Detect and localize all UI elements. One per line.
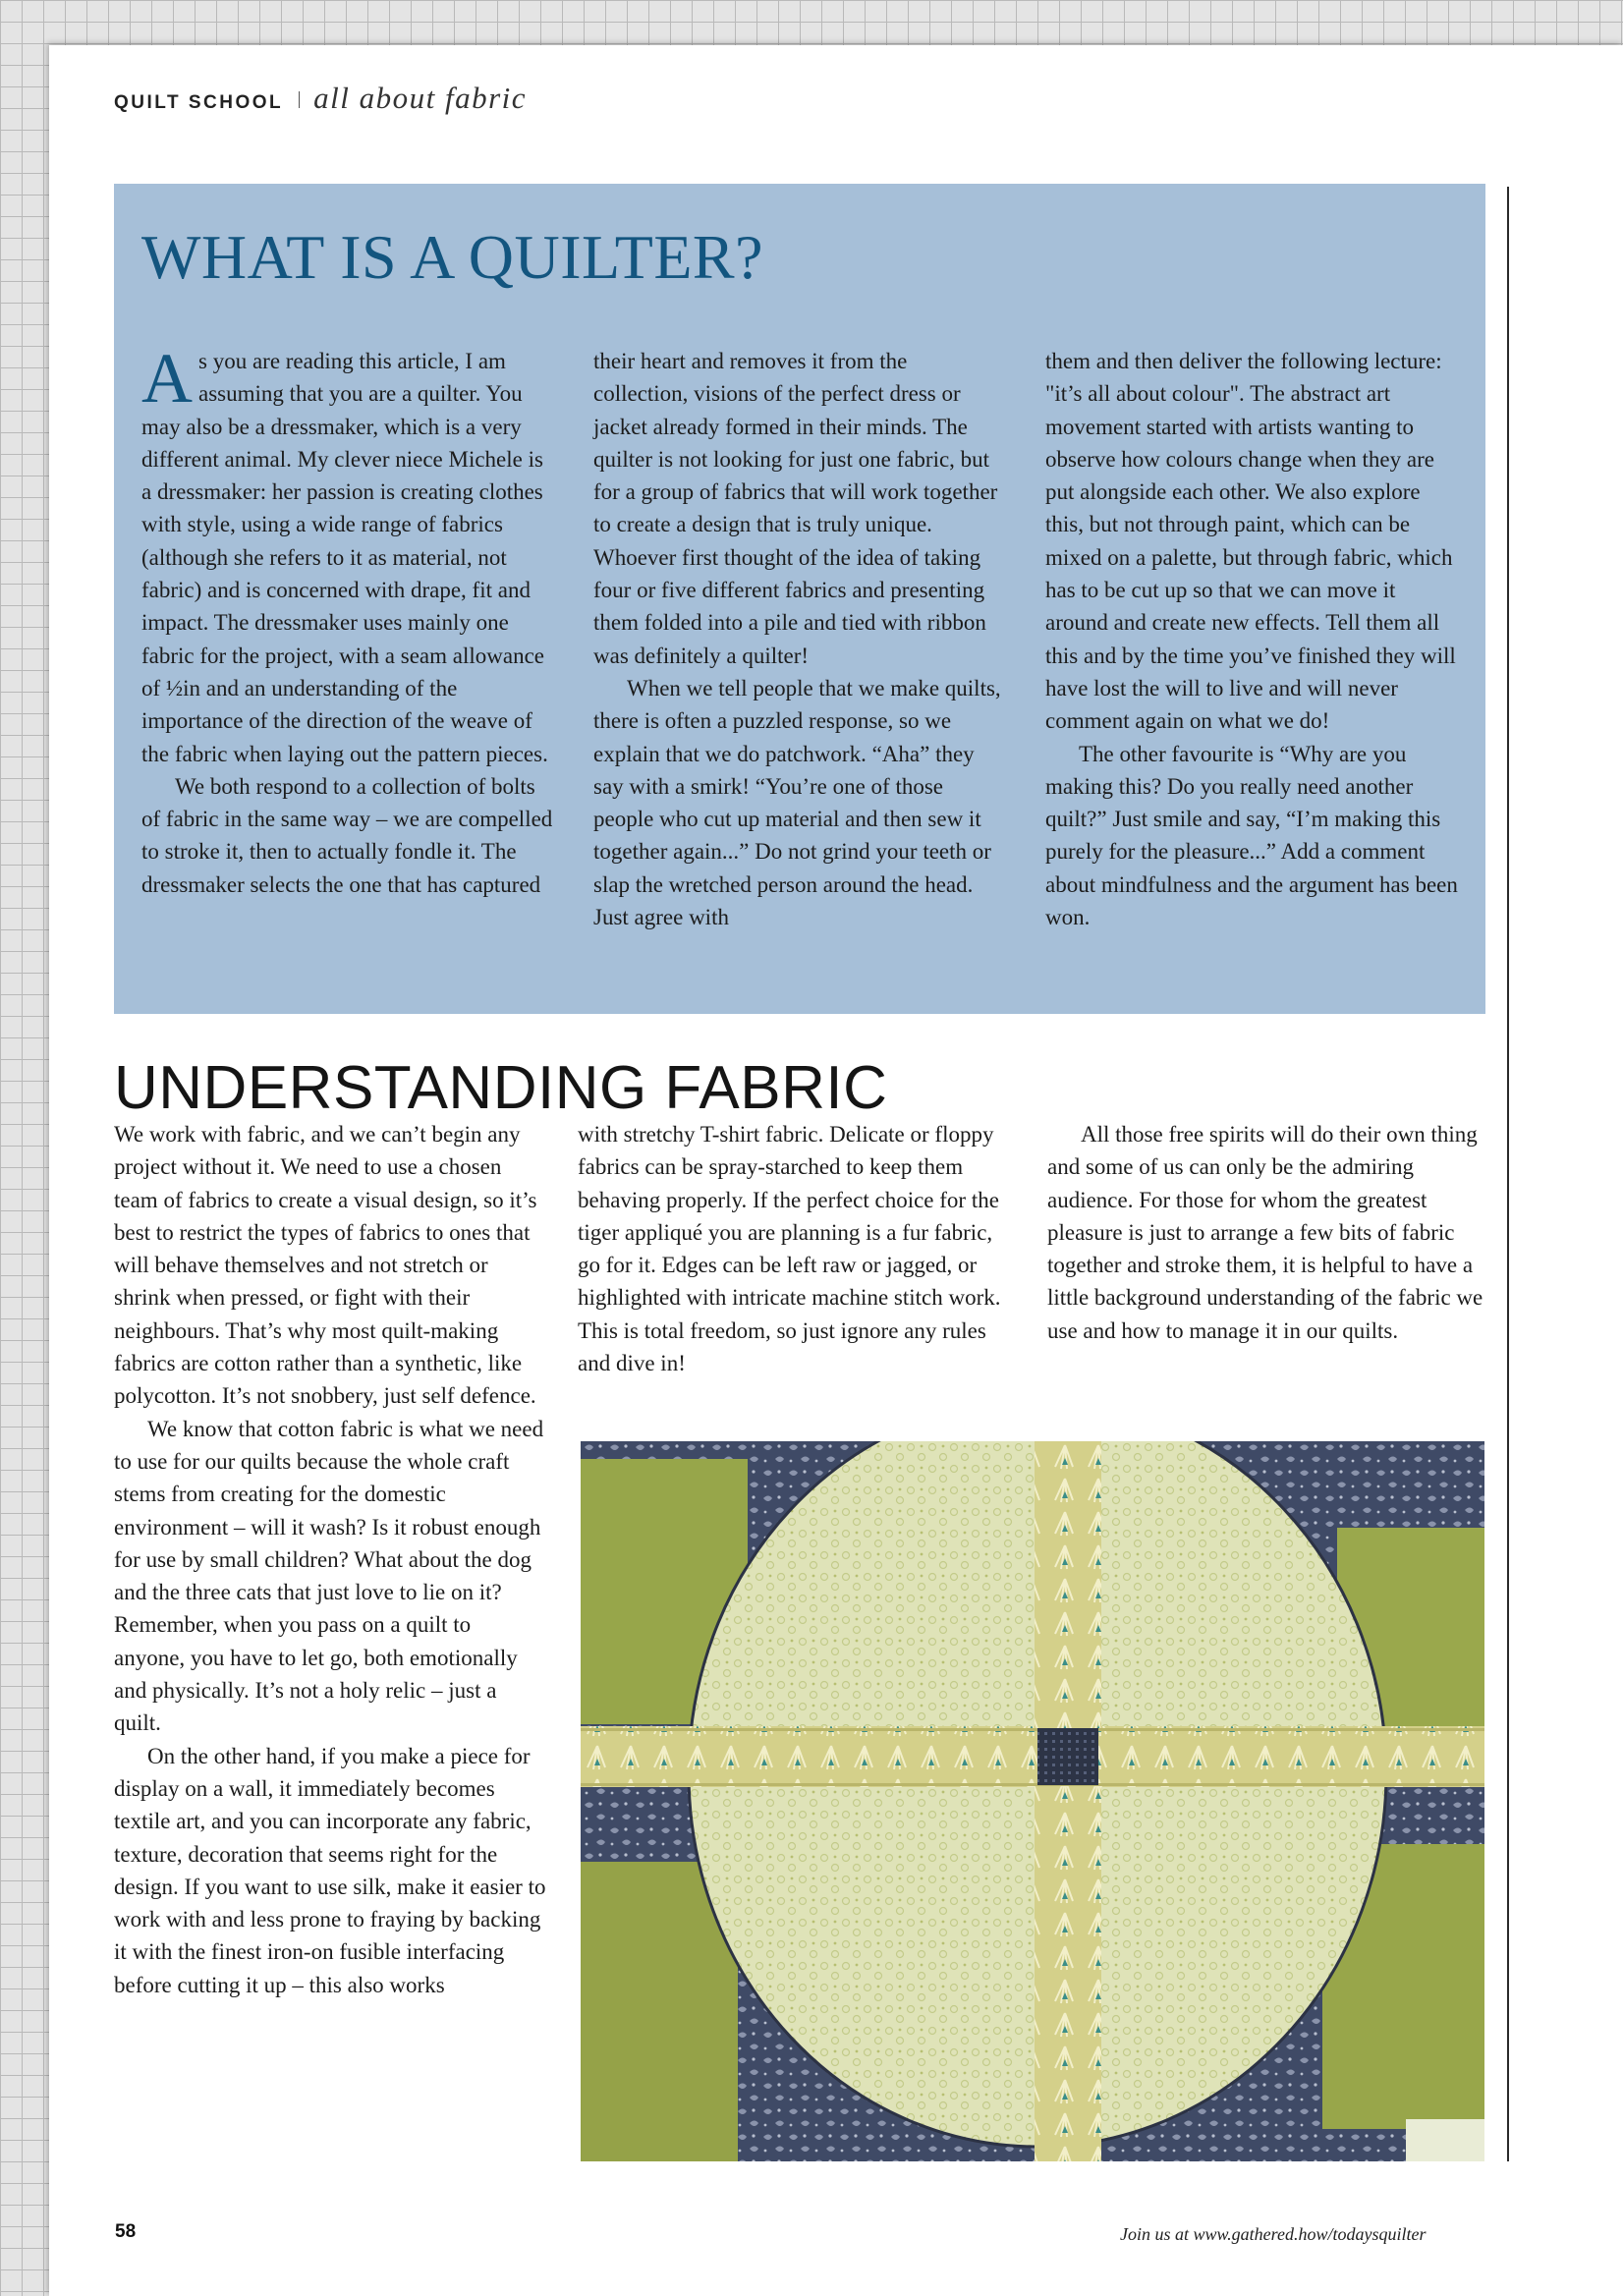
page-number: 58	[115, 2221, 137, 2242]
body-paragraph: On the other hand, if you make a piece for display on a wall, it immediately becomes textile art, and you can incorporate any fabric, texture, decoration that seems right for the design. If you want to use silk, make it easier to work with and less prone to fraying by backing it with the finest iron-on fusible interfacing before cutting it up – this also works	[114, 1743, 546, 1997]
what-is-a-quilter-box	[114, 184, 1485, 1014]
body-paragraph: We know that cotton fabric is what we need to use for our quilts because the whole craft stems from creating for the domestic environment – will it wash? Is it robust enough for use by small children? What about the dog and the three cats that just love to lie on it? Remember, when you pass on a quilt to anyone, you have to let go, both emotionally and physically. It’s not a holy relic – just a quilt.	[114, 1416, 544, 1736]
magazine-page	[49, 45, 1623, 2296]
box-column-1	[141, 339, 554, 933]
section-heading: UNDERSTANDING FABRIC	[114, 1054, 888, 1122]
drop-cap: A	[141, 339, 193, 418]
box-paragraph: The other favourite is “Why are you making this? Do you really need another quilt?” Just smile and say, “I’m making this purely for the pleasure...” Add a comment about mindfulness and the argument has been won.	[1045, 741, 1458, 930]
box-paragraph-text: s you are reading this article, I am assuming that you are a quilter. You may also be a dressmaker, which is a very different animal. My clever niece Michele is a dressmaker: her passion is creating clothes with style, using a wide range of fabrics (although she refers to it as material, not fabric) and is concerned with drape, fit and impact. The dressmaker uses mainly one fabric for the project, with a seam allowance of ½in and an understanding of the importance of the direction of the weave of the fabric when laying out the pattern pieces.	[141, 349, 548, 766]
section-label: QUILT SCHOOL	[114, 92, 284, 113]
page-header	[114, 81, 527, 116]
body-paragraph: We work with fabric, and we can’t begin any project without it. We need to use a chosen team of fabrics to create a visual design, so it’s best to restrict the types of fabrics to ones that will behave themselves and not stretch or shrink when pressed, or fight with their neighbours. That’s why most quilt-making fabrics are cotton rather than a synthetic, like polycotton. It’s not snobbery, just self defence.	[114, 1122, 537, 1409]
box-paragraph: them and then deliver the following lecture: "it’s all about colour". The abstract art movement started with artists wanting to observe how colours change when they are put alongside each other. We also explore this, but not through paint, which can be mixed on a palette, but through fabric, which has to be cut up so that we can move it around and create new effects. Tell them all this and by the time you’ve finished they will have lost the will to live and will never comment again on what we do!	[1045, 349, 1456, 734]
topic-label: all about fabric	[313, 81, 528, 115]
box-column-3	[1045, 345, 1458, 933]
header-divider	[299, 91, 300, 108]
box-title: WHAT IS A QUILTER?	[141, 222, 763, 292]
body-paragraph: All those free spirits will do their own thing and some of us can only be the admiring audience. For those for whom the greatest pleasure is just to arrange a few bits of fabric together and stroke them, it is helpful to have a little background understanding of the fabric we use and how to manage it in our quilts.	[1047, 1122, 1483, 1343]
quilt-block-photo	[581, 1441, 1484, 2161]
box-paragraph: We both respond to a collection of bolts of fabric in the same way – we are compelled to stroke it, then to actually fondle it. The dressmaker selects the one that has captured	[141, 773, 553, 897]
box-paragraph	[141, 339, 554, 770]
body-paragraph: with stretchy T-shirt fabric. Delicate or floppy fabrics can be spray-starched to keep them behaving properly. If the perfect choice for the tiger appliqué you are planning is a fur fabric, go for it. Edges can be left raw or jagged, or highlighted with intricate machine stitch work. This is total freedom, so just ignore any rules and dive in!	[578, 1122, 1001, 1376]
box-paragraph: When we tell people that we make quilts, there is often a puzzled response, so we explain that we do patchwork. “Aha” they say with a smirk! “You’re one of those people who cut up material and then sew it together again...” Do not grind your teeth or slap the wretched person around the head. Just agree with	[593, 675, 1001, 930]
box-paragraph: their heart and removes it from the collection, visions of the perfect dress or jacket already formed in their minds. The quilter is not looking for just one fabric, but for a group of fabrics that will work together to create a design that is truly unique. Whoever first thought of the idea of taking four or five different fabrics and presenting them folded into a pile and tied with ribbon was definitely a quilter!	[593, 349, 998, 668]
footer-url: Join us at www.gathered.how/todaysquilter	[1120, 2224, 1427, 2244]
body-column-1	[114, 1118, 546, 2001]
quilt-block-illustration	[581, 1441, 1484, 2161]
box-column-2	[593, 345, 1006, 933]
box-columns	[141, 339, 1478, 933]
